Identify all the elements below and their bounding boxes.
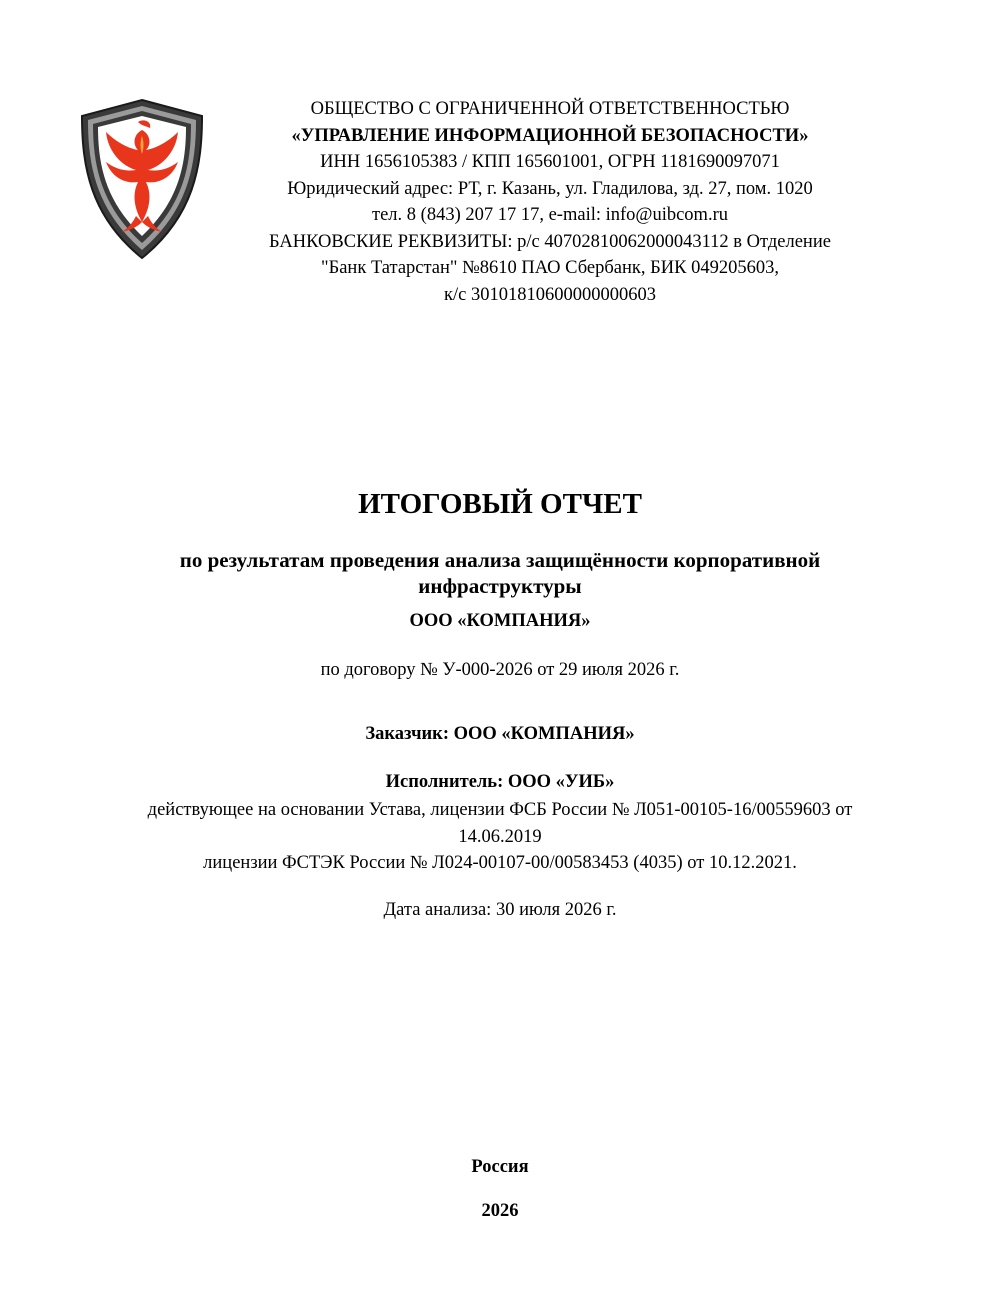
bank-details-3: к/с 30101810600000000603	[444, 284, 656, 305]
executor-licenses	[100, 797, 900, 877]
contacts: тел. 8 (843) 207 17 17, e-mail: info@uibcom.ru	[372, 205, 728, 225]
org-ids: ИНН 1656105383 / КПП 165601001, ОГРН 1181690097071	[320, 152, 780, 172]
bank-details-2: "Банк Татарстан" №8610 ПАО Сбербанк, БИК 049205603,	[321, 258, 779, 278]
report-title: ИТОГОВЫЙ ОТЧЕТ	[358, 488, 642, 520]
org-name: «УПРАВЛЕНИЕ ИНФОРМАЦИОННОЙ БЕЗОПАСНОСТИ»	[291, 125, 809, 146]
executor-line: Исполнитель: ООО «УИБ»	[385, 772, 615, 792]
company-requisites	[230, 96, 870, 308]
company-logo	[76, 96, 208, 262]
report-company: ООО «КОМПАНИЯ»	[409, 611, 591, 631]
analysis-date: Дата анализа: 30 июля 2026 г.	[383, 900, 617, 920]
customer-line: Заказчик: ООО «КОМПАНИЯ»	[365, 724, 635, 744]
footer-year: 2026	[481, 1201, 519, 1221]
license-fsb-date: 14.06.2019	[458, 826, 542, 847]
bank-details-1: БАНКОВСКИЕ РЕКВИЗИТЫ: р/с 40702810062000043112 в Отделение	[269, 231, 831, 252]
legal-address: Юридический адрес: РТ, г. Казань, ул. Гладилова, зд. 27, пом. 1020	[287, 178, 813, 199]
footer-country: Россия	[471, 1157, 529, 1177]
phoenix-shield-icon	[76, 96, 208, 262]
license-fsb: действующее на основании Устава, лицензии ФСБ России № Л051-00105-16/00559603 от	[147, 800, 853, 820]
org-type: ОБЩЕСТВО С ОГРАНИЧЕННОЙ ОТВЕТСТВЕННОСТЬЮ	[310, 99, 790, 119]
contract-line: по договору № У-000-2026 от 29 июля 2026 г.	[320, 660, 680, 680]
license-fstek: лицензии ФСТЭК России № Л024-00107-00/00583453 (4035) от 10.12.2021.	[203, 853, 797, 873]
report-subtitle: по результатам проведения анализа защищённости корпоративной инфраструктуры	[179, 548, 821, 598]
